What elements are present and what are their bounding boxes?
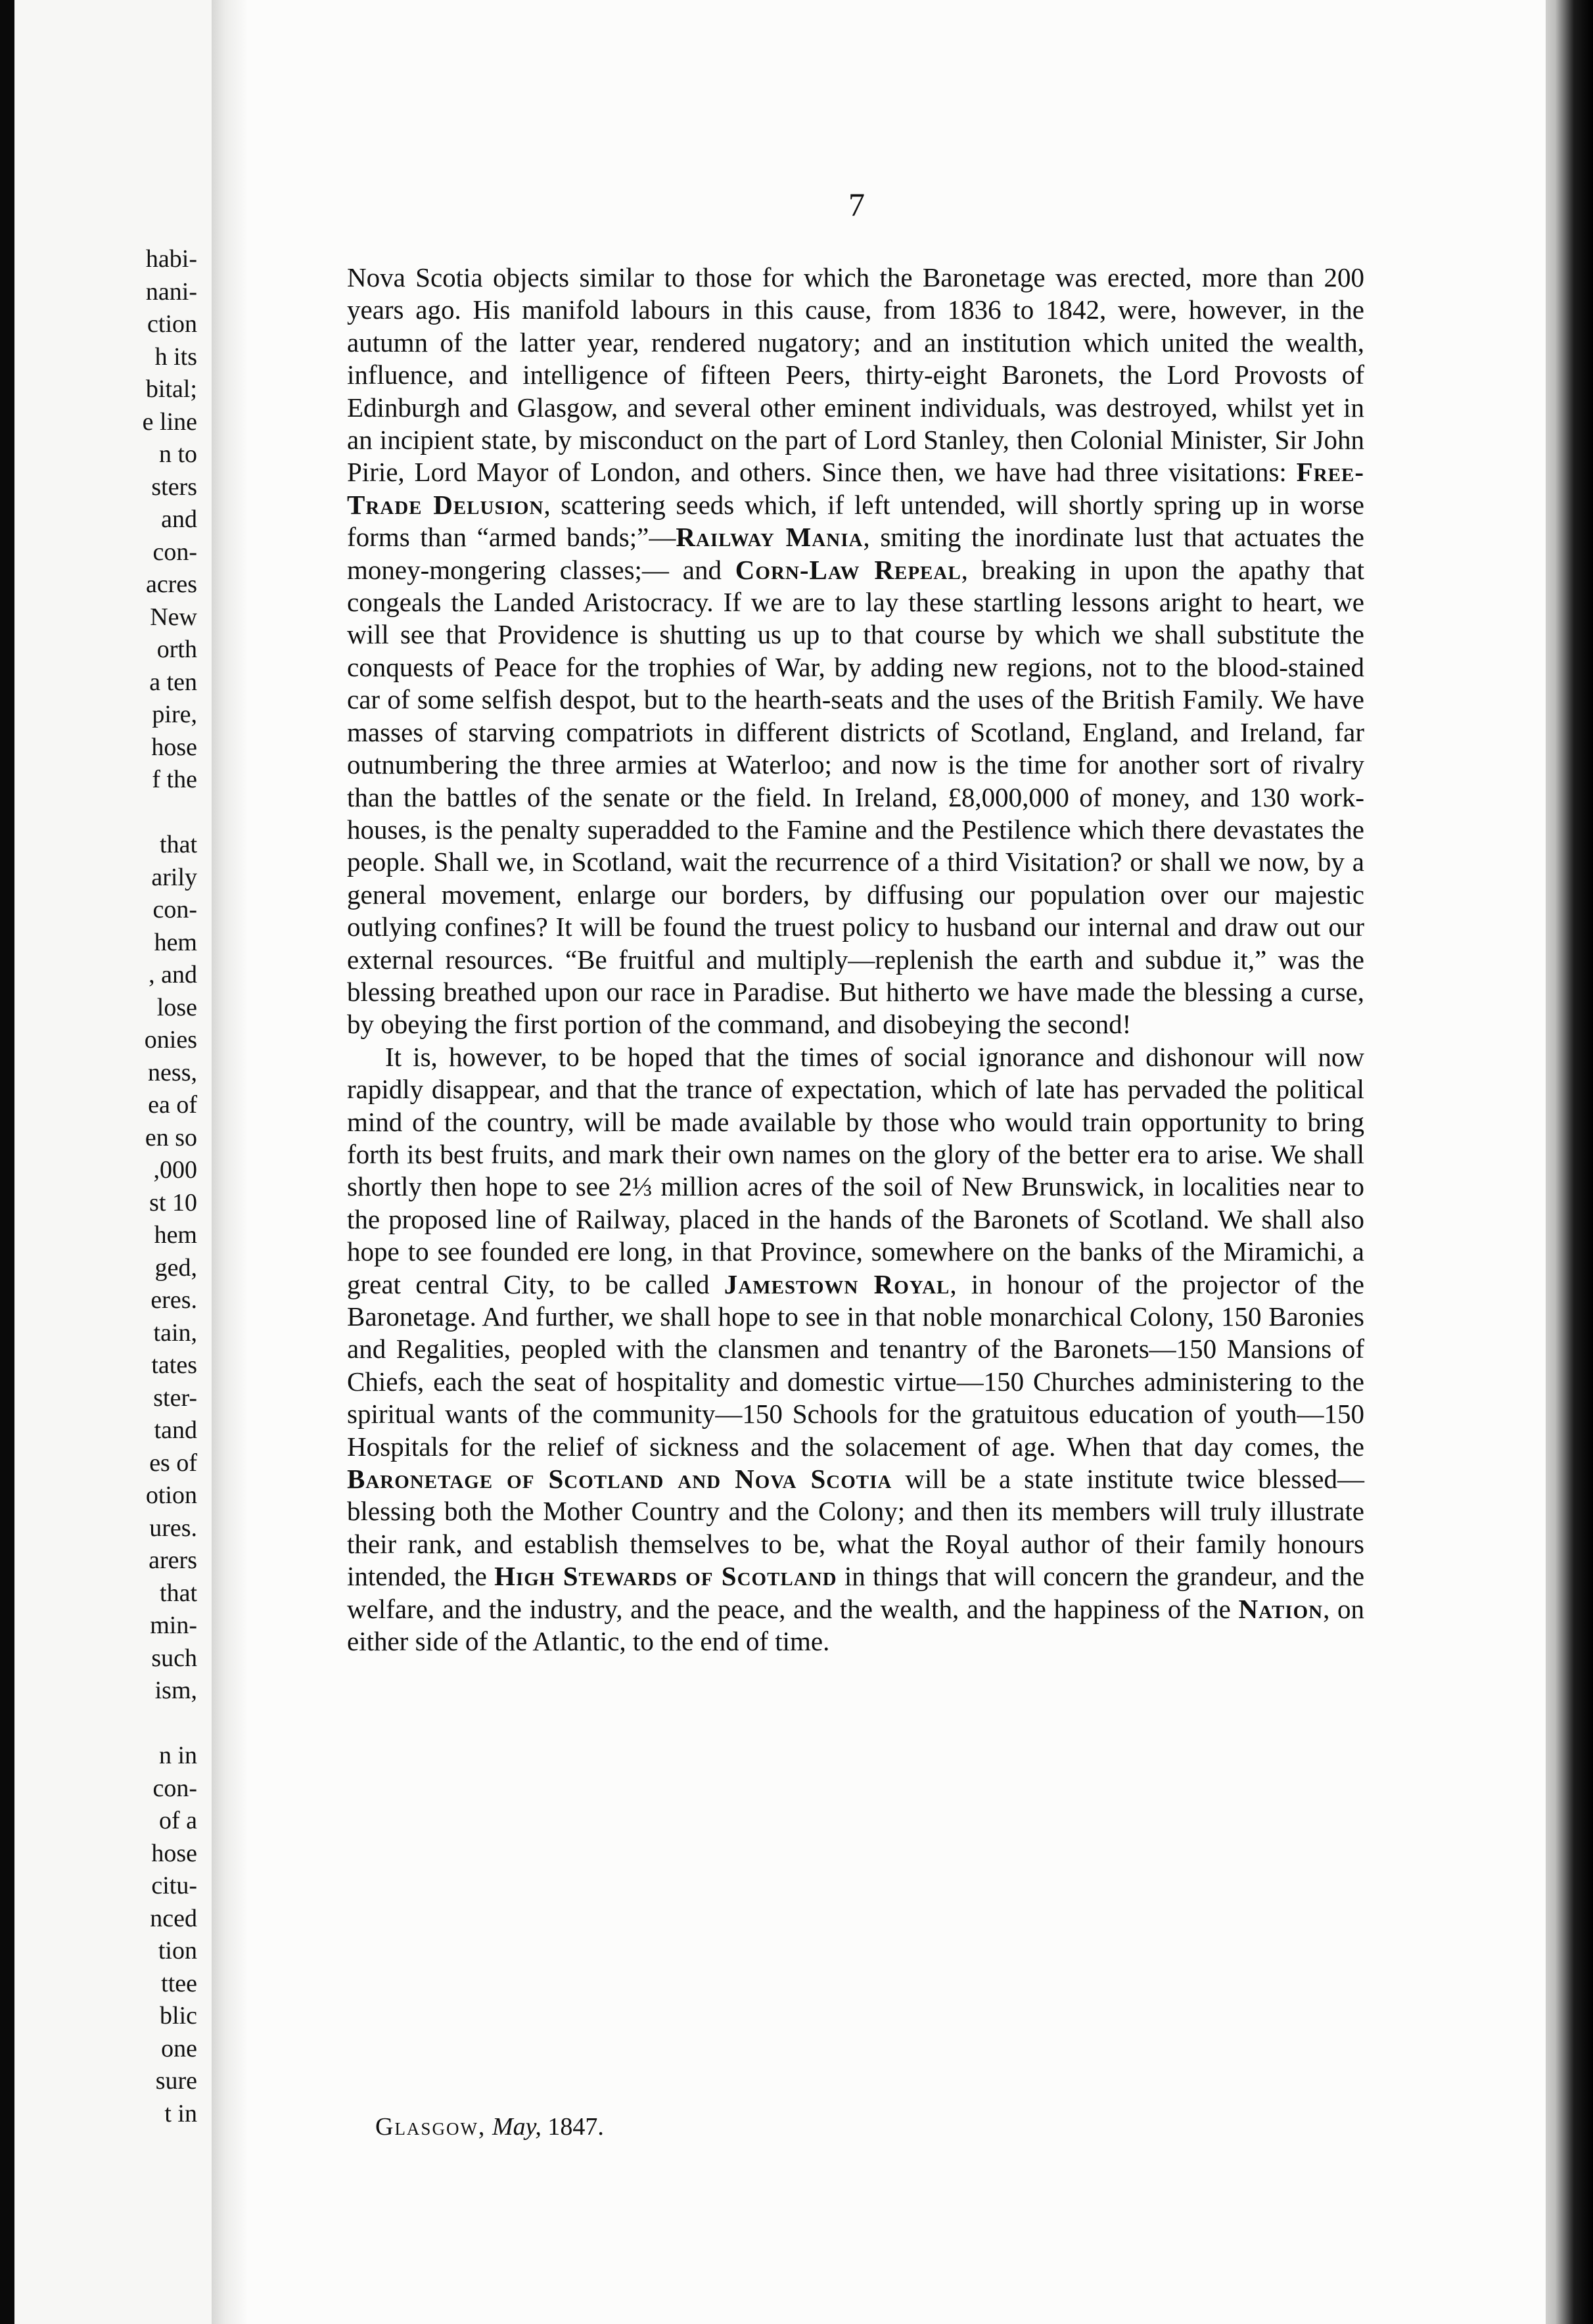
facing-page-line: ,000 — [153, 1156, 197, 1184]
facing-page-line: e line — [142, 407, 197, 436]
facing-page-text-fragments — [143, 243, 197, 2130]
facing-page-line: n to — [158, 440, 197, 468]
facing-page-line: pire, — [152, 701, 197, 728]
facing-page-line: sure — [155, 2067, 197, 2095]
facing-page-line: such — [151, 1644, 197, 1672]
text-run: , scattering seeds which, if left untended, will shortly spring up in worse forms than “armed bands;”— — [347, 489, 1365, 553]
facing-page-line: blic — [160, 2002, 197, 2030]
text-run: It is, however, to be hoped that the times of social ignorance and dishonour will now rapidly disappear, and that the trance of expectation, which of late has pervaded the political mind of the country, will be made available by those who would train opportunity to bring forth its best fruits, and mark their own names on the glory of the better era to arise. We shall shortly then hope to see 2⅓ million acres of the soil of New Brunswick, in localities near to the proposed line of Railway, placed in the hands of the Baronets of Scotland. We shall also hope to see founded ere long, in that Province, somewhere on the banks of the Miramichi, a great central City, to be called — [347, 1041, 1364, 1299]
facing-page-line: bital; — [145, 375, 197, 403]
facing-page-line: h its — [154, 342, 197, 371]
facing-page-line: hem — [154, 928, 197, 956]
page-edge-shadow — [1546, 0, 1593, 2324]
facing-page-line: sters — [151, 473, 197, 501]
facing-page-line: tain, — [153, 1318, 197, 1347]
facing-page-line: min- — [150, 1612, 197, 1639]
facing-page-line: es of — [149, 1449, 197, 1477]
facing-page-line: ction — [147, 310, 197, 338]
facing-page-line: nani- — [145, 277, 197, 306]
facing-page-line: con- — [152, 896, 197, 923]
paragraph-1 — [347, 262, 1364, 1041]
main-page — [247, 0, 1546, 2324]
facing-page-line: that — [160, 831, 197, 858]
facing-page-line: a ten — [149, 668, 197, 696]
facing-page-line: ttee — [161, 1969, 197, 1997]
text-run: Nova Scotia objects similar to those for which the Baronetage was erected, more than 200 years ago. His manifold labours in this cause, from 1836 to 1842, were, however, in the autumn of the latter year, rendered nugatory; and an institution which united the wealth, influence, and intelligence of fifteen Peers, thirty-eight Baronets, the Lord Provosts of Edinburgh and Glasgow, and several other eminent individuals, was destroyed, whilst yet in an incipient state, by misconduct on the part of Lord Stanley, then Colonial Minister, Sir John Pirie, Lord Mayor of London, and others. Since then, we have had three visitations: — [347, 262, 1364, 488]
facing-page-line: hose — [151, 1839, 197, 1867]
facing-page-line: , and — [149, 961, 197, 988]
facing-page-line: ures. — [149, 1514, 197, 1542]
facing-page-line: t in — [164, 2099, 197, 2127]
facing-page-line: ged, — [154, 1253, 197, 1282]
facing-page-line: st 10 — [149, 1188, 197, 1217]
paragraph-2 — [347, 1041, 1364, 1658]
facing-page-line — [143, 797, 197, 829]
dateline-place: Glasgow, — [375, 2113, 486, 2141]
small-caps-phrase: Free-Trade Delusion — [347, 457, 1364, 520]
facing-page-line: ism, — [154, 1677, 197, 1704]
facing-page-line: one — [161, 2034, 197, 2062]
facing-page-line: con- — [152, 1774, 197, 1802]
text-run: , breaking in upon the apathy that congeals the Landed Aristocracy. If we are to lay these startling lessons aright to heart, we will see that Providence is shutting us up to that course by which we shall substitute the conquests of Peace for the trophies of War, by adding new regions, not to the blood-stained car of some selfish despot, but to the hearth-seats and the uses of the British Family. We have masses of starving compatriots in different districts of Scotland, England, and Ireland, far outnumbering the three armies at Waterloo; and now is the time for another sort of rivalry than the battles of the senate or the field. In Ireland, £8,000,000 of money, and 130 work-houses, is the penalty superadded to the Famine and the Pestilence which there devastates the people. Shall we, in Scotland, wait the recurrence of a third Visitation? or shall we now, by a general movement, enlarge our borders, by diffusing our population over our majestic outlying confines? It will be found the truest policy to husband our internal and draw out our external resources. “Be fruitful and multiply—replenish the earth and subdue it,” was the blessing breathed upon our race in Paradise. But hitherto we have made the blessing a curse, by obeying the first portion of the command, and disobeying the second! — [347, 554, 1365, 1040]
small-caps-phrase: Railway Mania — [676, 522, 864, 553]
facing-page-line: of a — [158, 1807, 197, 1834]
facing-page-line — [143, 1708, 197, 1740]
small-caps-phrase: Jamestown Royal — [724, 1268, 950, 1299]
facing-page-line: hose — [151, 733, 197, 761]
facing-page-line: citu- — [151, 1872, 197, 1899]
facing-page-line: hem — [154, 1221, 197, 1249]
scan-gutter — [0, 0, 14, 2324]
page-fold-shadow — [212, 0, 247, 2324]
facing-page-line: eres. — [150, 1286, 197, 1314]
facing-page-line: arily — [151, 863, 197, 891]
facing-page-line: f the — [152, 766, 197, 793]
text-run: , smiting the inordinate lust that actuates the money-mongering classes;— and — [347, 522, 1364, 585]
text-run: , on either side of the Atlantic, to the end of time. — [347, 1593, 1365, 1657]
facing-page-line: otion — [145, 1481, 197, 1509]
facing-page-line: onies — [144, 1026, 197, 1054]
facing-page-line: con- — [152, 538, 197, 566]
facing-page-line: n in — [158, 1742, 197, 1769]
facing-page-line: lose — [156, 993, 197, 1021]
facing-page-line: tion — [158, 1937, 197, 1964]
body-text — [347, 262, 1364, 1658]
facing-page-line: arers — [149, 1546, 197, 1574]
small-caps-phrase: Baronetage of Scotland and Nova Scotia — [347, 1464, 892, 1495]
facing-page-line: acres — [145, 570, 197, 598]
dateline-signature — [375, 2112, 604, 2141]
facing-page-line: and — [161, 505, 197, 533]
page-number: 7 — [848, 186, 865, 223]
dateline-year: 1847. — [547, 2113, 604, 2141]
small-caps-phrase: Corn-Law Repeal — [735, 554, 961, 585]
dateline-month: May, — [492, 2113, 542, 2141]
facing-page-line: ea of — [148, 1091, 197, 1119]
facing-page-line: that — [160, 1579, 197, 1607]
text-run: will be a state institute twice blessed—blessing both the Mother Country and the Colony; and then its members will truly illustrate their rank, and establish themselves to be, what the Royal author of their family honours intended, the — [347, 1464, 1364, 1592]
facing-page-line: ness, — [148, 1058, 197, 1086]
facing-page-line: tates — [151, 1351, 197, 1379]
facing-page-line: en so — [145, 1123, 197, 1151]
small-caps-phrase: Nation — [1238, 1593, 1324, 1624]
facing-page-line: New — [150, 603, 197, 631]
facing-page-line: nced — [150, 1904, 197, 1932]
facing-page-line: orth — [156, 636, 197, 663]
facing-page-fragment — [14, 0, 212, 2324]
small-caps-phrase: High Stewards of Scotland — [494, 1561, 837, 1592]
facing-page-line: habi- — [145, 245, 197, 273]
facing-page-line: tand — [154, 1416, 197, 1444]
text-run: in things that will concern the grandeur, and the welfare, and the industry, and the peace, and the wealth, and the happiness of the — [347, 1561, 1365, 1624]
text-run: , in honour of the projector of the Baronetage. And further, we shall hope to see in that noble monarchical Colony, 150 Baronies and Regalities, peopled with the clansmen and tenantry of the Baronets—150 Mansions of Chiefs, each the seat of hospitality and domestic virtue—150 Churches administering to the spiritual wants of the community—150 Schools for the gratuitous education of youth—150 Hospitals for the relief of sickness and the solacement of age. When that day comes, the — [347, 1268, 1365, 1462]
facing-page-line: ster- — [153, 1383, 197, 1412]
